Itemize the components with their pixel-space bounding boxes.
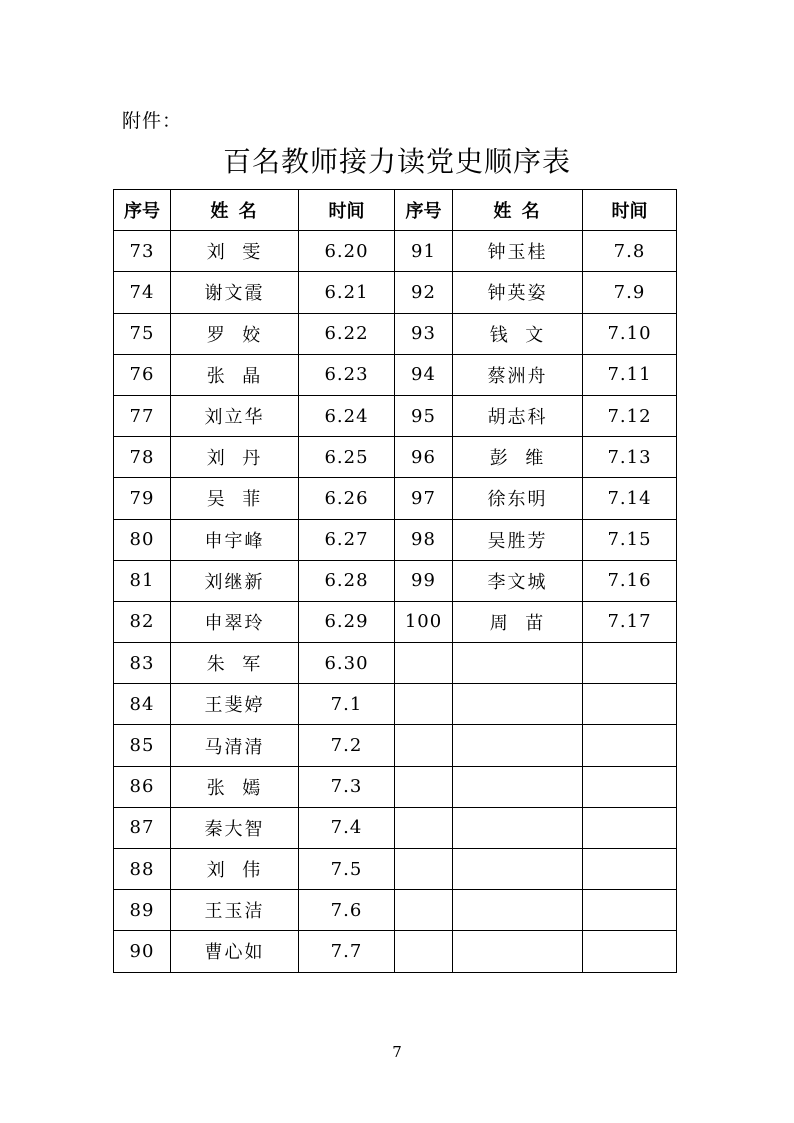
teacher-name-right: 蔡洲舟 bbox=[453, 354, 583, 395]
row-number-left: 82 bbox=[114, 601, 171, 642]
reading-date-right: 7.9 bbox=[583, 272, 677, 313]
reading-date-left: 6.21 bbox=[299, 272, 395, 313]
reading-date-right bbox=[583, 766, 677, 807]
teacher-name-right: 徐东明 bbox=[453, 478, 583, 519]
table-row bbox=[114, 231, 677, 272]
reading-date-left: 6.24 bbox=[299, 395, 395, 436]
teacher-name-left: 马清清 bbox=[171, 725, 299, 766]
header-name-right: 姓 名 bbox=[453, 190, 583, 231]
row-number-left: 87 bbox=[114, 807, 171, 848]
teacher-name-right bbox=[453, 684, 583, 725]
teacher-name-right: 钟玉桂 bbox=[453, 231, 583, 272]
reading-date-left: 6.27 bbox=[299, 519, 395, 560]
reading-date-right: 7.15 bbox=[583, 519, 677, 560]
teacher-name-right bbox=[453, 890, 583, 931]
row-number-left: 74 bbox=[114, 272, 171, 313]
table-body bbox=[114, 231, 677, 972]
teacher-name-right: 胡志科 bbox=[453, 395, 583, 436]
teacher-name-right: 钟英姿 bbox=[453, 272, 583, 313]
table-row bbox=[114, 849, 677, 890]
row-number-right: 99 bbox=[395, 560, 453, 601]
header-name-left: 姓 名 bbox=[171, 190, 299, 231]
row-number-left: 80 bbox=[114, 519, 171, 560]
teacher-name-left: 张 嫣 bbox=[171, 766, 299, 807]
teacher-name-right bbox=[453, 931, 583, 972]
table-row bbox=[114, 395, 677, 436]
reading-date-left: 7.2 bbox=[299, 725, 395, 766]
row-number-left: 78 bbox=[114, 437, 171, 478]
header-date-left: 时间 bbox=[299, 190, 395, 231]
teacher-name-right bbox=[453, 807, 583, 848]
reading-date-left: 7.4 bbox=[299, 807, 395, 848]
reading-date-left: 7.5 bbox=[299, 849, 395, 890]
row-number-left: 89 bbox=[114, 890, 171, 931]
table-row bbox=[114, 725, 677, 766]
table-row bbox=[114, 519, 677, 560]
table-row bbox=[114, 601, 677, 642]
table-row bbox=[114, 272, 677, 313]
reading-date-right bbox=[583, 849, 677, 890]
row-number-left: 86 bbox=[114, 766, 171, 807]
row-number-left: 79 bbox=[114, 478, 171, 519]
table-row bbox=[114, 643, 677, 684]
row-number-left: 77 bbox=[114, 395, 171, 436]
reading-date-right bbox=[583, 725, 677, 766]
reading-date-left: 7.1 bbox=[299, 684, 395, 725]
reading-date-right: 7.14 bbox=[583, 478, 677, 519]
teacher-name-left: 王玉洁 bbox=[171, 890, 299, 931]
row-number-left: 76 bbox=[114, 354, 171, 395]
header-number-left: 序号 bbox=[114, 190, 171, 231]
row-number-left: 84 bbox=[114, 684, 171, 725]
reading-date-right bbox=[583, 890, 677, 931]
row-number-right: 96 bbox=[395, 437, 453, 478]
reading-date-right: 7.8 bbox=[583, 231, 677, 272]
reading-date-right bbox=[583, 643, 677, 684]
teacher-name-right: 钱 文 bbox=[453, 313, 583, 354]
row-number-right: 92 bbox=[395, 272, 453, 313]
reading-date-right: 7.12 bbox=[583, 395, 677, 436]
reading-date-left: 6.30 bbox=[299, 643, 395, 684]
row-number-left: 81 bbox=[114, 560, 171, 601]
table-row bbox=[114, 890, 677, 931]
row-number-left: 83 bbox=[114, 643, 171, 684]
table-row bbox=[114, 807, 677, 848]
reading-date-left: 6.23 bbox=[299, 354, 395, 395]
teacher-name-left: 王斐婷 bbox=[171, 684, 299, 725]
teacher-name-right: 彭 维 bbox=[453, 437, 583, 478]
teacher-name-left: 吴 菲 bbox=[171, 478, 299, 519]
row-number-right bbox=[395, 890, 453, 931]
teacher-name-left: 刘 雯 bbox=[171, 231, 299, 272]
table-row bbox=[114, 313, 677, 354]
row-number-right: 95 bbox=[395, 395, 453, 436]
teacher-name-right: 李文城 bbox=[453, 560, 583, 601]
teacher-name-left: 申翠玲 bbox=[171, 601, 299, 642]
header-date-right: 时间 bbox=[583, 190, 677, 231]
table-row bbox=[114, 766, 677, 807]
teacher-name-left: 刘立华 bbox=[171, 395, 299, 436]
reading-date-left: 7.7 bbox=[299, 931, 395, 972]
row-number-right bbox=[395, 849, 453, 890]
teacher-name-right: 周 苗 bbox=[453, 601, 583, 642]
row-number-right: 100 bbox=[395, 601, 453, 642]
reading-date-left: 6.25 bbox=[299, 437, 395, 478]
reading-date-left: 6.29 bbox=[299, 601, 395, 642]
teacher-name-right: 吴胜芳 bbox=[453, 519, 583, 560]
row-number-right: 91 bbox=[395, 231, 453, 272]
reading-date-right: 7.17 bbox=[583, 601, 677, 642]
teacher-name-left: 罗 姣 bbox=[171, 313, 299, 354]
row-number-right: 97 bbox=[395, 478, 453, 519]
row-number-right bbox=[395, 807, 453, 848]
reading-date-right: 7.13 bbox=[583, 437, 677, 478]
teacher-name-left: 张 晶 bbox=[171, 354, 299, 395]
reading-date-right bbox=[583, 684, 677, 725]
table-row bbox=[114, 354, 677, 395]
table-row bbox=[114, 684, 677, 725]
teacher-name-left: 秦大智 bbox=[171, 807, 299, 848]
row-number-right bbox=[395, 931, 453, 972]
teacher-name-left: 曹心如 bbox=[171, 931, 299, 972]
table-row bbox=[114, 931, 677, 972]
teacher-name-left: 朱 军 bbox=[171, 643, 299, 684]
teacher-name-right bbox=[453, 766, 583, 807]
row-number-right bbox=[395, 766, 453, 807]
reading-date-right: 7.16 bbox=[583, 560, 677, 601]
row-number-left: 88 bbox=[114, 849, 171, 890]
teacher-name-left: 刘 伟 bbox=[171, 849, 299, 890]
row-number-left: 75 bbox=[114, 313, 171, 354]
reading-date-left: 6.26 bbox=[299, 478, 395, 519]
reading-date-right: 7.11 bbox=[583, 354, 677, 395]
row-number-left: 85 bbox=[114, 725, 171, 766]
table-row bbox=[114, 478, 677, 519]
reading-date-left: 7.6 bbox=[299, 890, 395, 931]
reading-date-left: 6.20 bbox=[299, 231, 395, 272]
row-number-right bbox=[395, 725, 453, 766]
teacher-name-left: 谢文霞 bbox=[171, 272, 299, 313]
reading-date-left: 6.28 bbox=[299, 560, 395, 601]
table-row bbox=[114, 560, 677, 601]
teacher-name-left: 刘 丹 bbox=[171, 437, 299, 478]
teacher-name-right bbox=[453, 725, 583, 766]
row-number-right: 94 bbox=[395, 354, 453, 395]
reading-date-right bbox=[583, 807, 677, 848]
row-number-right bbox=[395, 643, 453, 684]
row-number-left: 90 bbox=[114, 931, 171, 972]
teacher-name-right bbox=[453, 643, 583, 684]
reading-date-left: 6.22 bbox=[299, 313, 395, 354]
table-header-row bbox=[114, 190, 677, 231]
teacher-name-left: 刘继新 bbox=[171, 560, 299, 601]
reading-order-table bbox=[113, 189, 677, 973]
reading-date-right bbox=[583, 931, 677, 972]
teacher-name-right bbox=[453, 849, 583, 890]
header-number-right: 序号 bbox=[395, 190, 453, 231]
row-number-right: 93 bbox=[395, 313, 453, 354]
row-number-right bbox=[395, 684, 453, 725]
teacher-name-left: 申宇峰 bbox=[171, 519, 299, 560]
reading-date-right: 7.10 bbox=[583, 313, 677, 354]
page-number: 7 bbox=[392, 1043, 402, 1061]
reading-date-left: 7.3 bbox=[299, 766, 395, 807]
table-row bbox=[114, 437, 677, 478]
attachment-label: 附件： bbox=[122, 110, 183, 132]
row-number-left: 73 bbox=[114, 231, 171, 272]
row-number-right: 98 bbox=[395, 519, 453, 560]
document-title: 百名教师接力读党史顺序表 bbox=[222, 145, 571, 178]
